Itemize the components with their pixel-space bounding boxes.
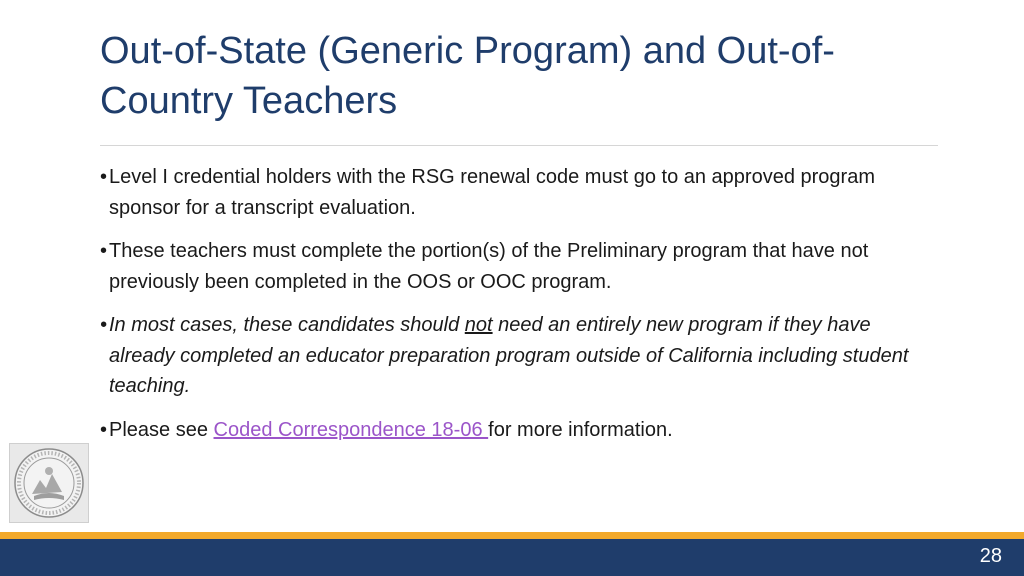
bullet-item bbox=[100, 310, 940, 402]
page-number: 28 bbox=[979, 545, 1002, 567]
bullet-item bbox=[100, 236, 940, 297]
bullet-text-part: need an entirely new program if they have already completed an educator preparation program outside of California including student teaching. bbox=[109, 314, 909, 397]
footer-bar bbox=[0, 539, 1024, 576]
bullet-item bbox=[100, 162, 940, 223]
bullet-text-part: Please see bbox=[109, 418, 214, 441]
coded-correspondence-link[interactable]: Coded Correspondence 18-06 bbox=[213, 418, 489, 441]
footer-accent-bar bbox=[0, 532, 1024, 539]
bullet-marker: • bbox=[100, 314, 108, 336]
bullet-marker: • bbox=[100, 418, 108, 441]
bullet-text: Level I credential holders with the RSG renewal code must go to an approved program sponsor for a transcript evaluation. bbox=[109, 166, 875, 219]
bullet-marker: • bbox=[100, 240, 108, 262]
bullet-item bbox=[100, 415, 940, 446]
emphasis-not: not bbox=[464, 314, 493, 336]
bullet-list bbox=[100, 162, 940, 458]
commission-seal-icon bbox=[9, 443, 89, 523]
title-divider bbox=[100, 145, 938, 146]
bullet-text-part: In most cases, these candidates should bbox=[109, 314, 465, 336]
slide-title: Out-of-State (Generic Program) and Out-of-Country Teachers bbox=[100, 30, 835, 122]
bullet-marker: • bbox=[100, 166, 108, 188]
bullet-text-part: for more information. bbox=[488, 418, 673, 441]
bullet-text: These teachers must complete the portion(s) of the Preliminary program that have not previously been completed in the OOS or OOC program. bbox=[109, 240, 869, 293]
